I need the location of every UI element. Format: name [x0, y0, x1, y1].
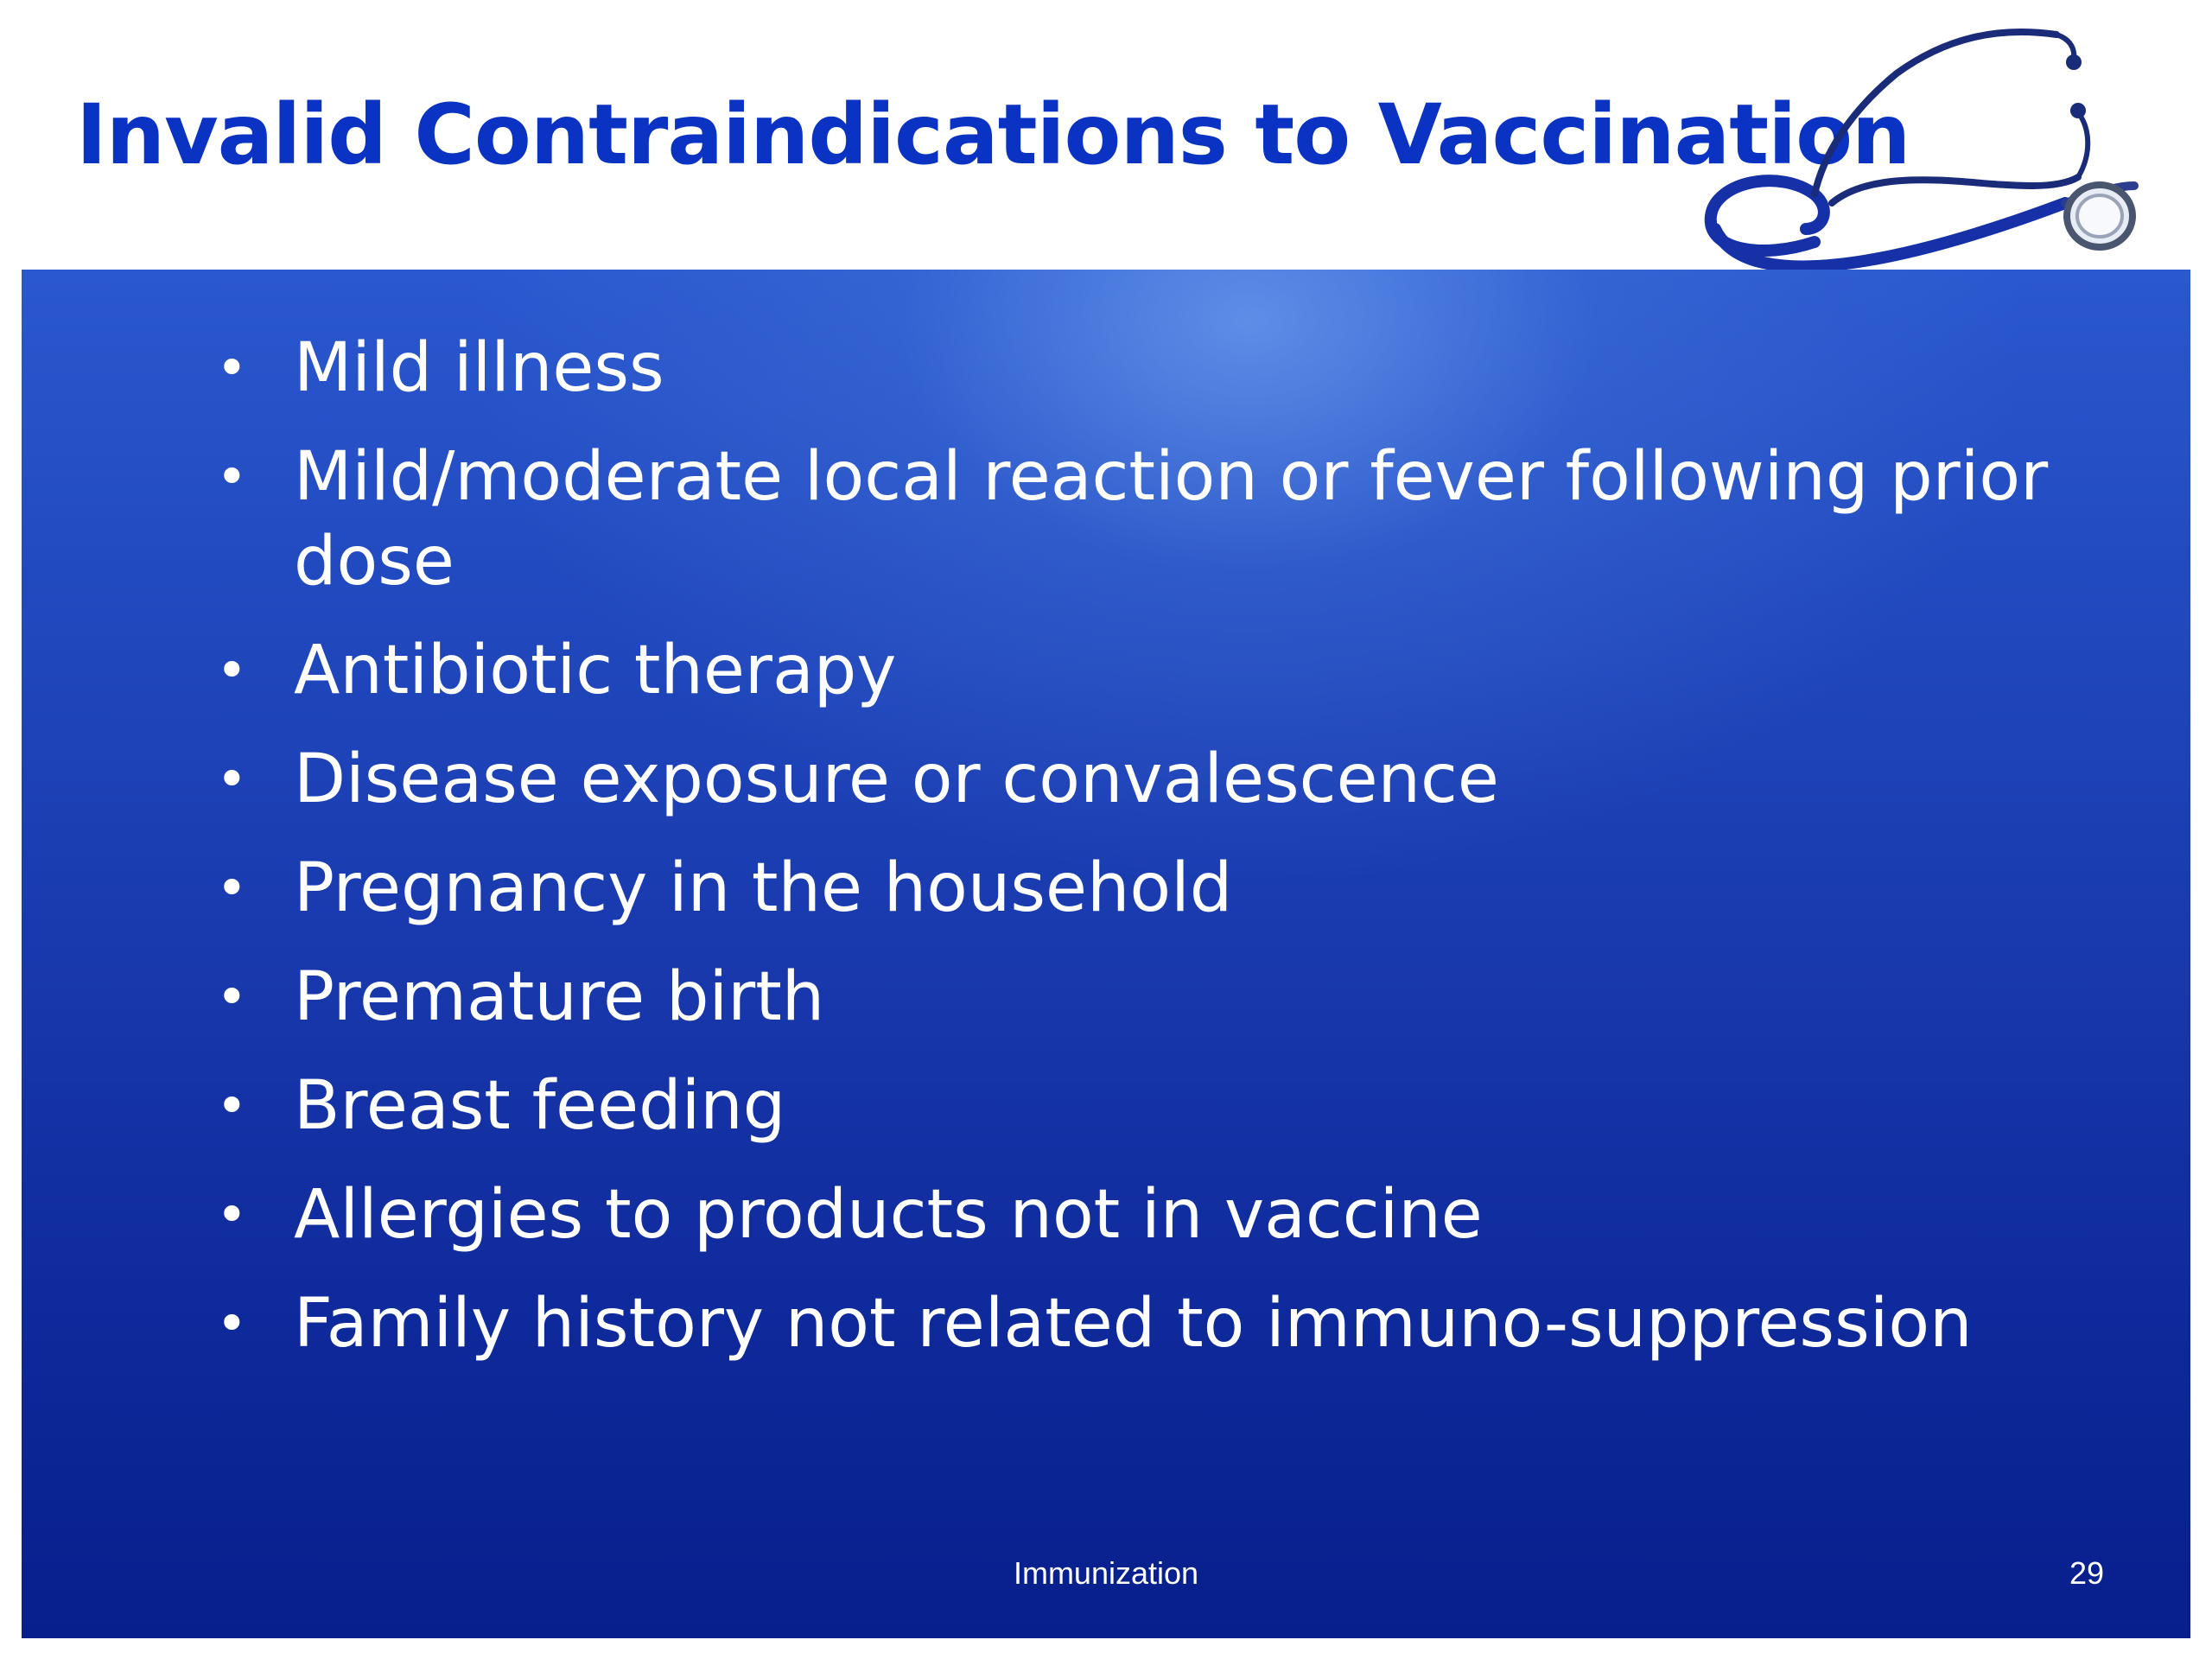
bullet-text: Pregnancy in the household [294, 849, 1233, 927]
bullet-item [199, 435, 2143, 604]
bullet-text: Antibiotic therapy [294, 632, 897, 709]
bullet-text: Breast feeding [294, 1067, 786, 1145]
bullet-item [199, 846, 2143, 931]
bullet-item [199, 628, 2143, 713]
bullet-icon: • [216, 856, 248, 919]
content-panel [22, 270, 2190, 1638]
bullet-icon: • [216, 639, 248, 702]
page-number: 29 [2069, 1555, 2104, 1591]
bullet-icon: • [216, 1183, 248, 1246]
bullet-item [199, 1173, 2143, 1257]
bullet-icon: • [216, 965, 248, 1028]
bullet-item [199, 737, 2143, 822]
bullet-text: Mild/moderate local reaction or fever following prior dose [294, 438, 2049, 601]
bullet-text: Allergies to products not in vaccine [294, 1176, 1483, 1254]
bullet-item [199, 1064, 2143, 1148]
bullet-icon: • [216, 747, 248, 810]
slide-title: Invalid Contraindications to Vaccination [76, 86, 1910, 183]
bullet-list [199, 326, 2143, 1390]
bullet-item [199, 955, 2143, 1039]
bullet-icon: • [216, 445, 248, 508]
bullet-text: Disease exposure or convalescence [294, 741, 1499, 818]
bullet-text: Premature birth [294, 958, 825, 1036]
bullet-item [199, 1281, 2143, 1366]
slide-footer: Immunization [1013, 1555, 1199, 1591]
bullet-text: Family history not related to immuno-suppression [294, 1285, 1973, 1363]
bullet-icon: • [216, 1292, 248, 1355]
bullet-icon: • [216, 1074, 248, 1137]
bullet-text: Mild illness [294, 329, 664, 407]
bullet-icon: • [216, 336, 248, 399]
bullet-item [199, 326, 2143, 410]
